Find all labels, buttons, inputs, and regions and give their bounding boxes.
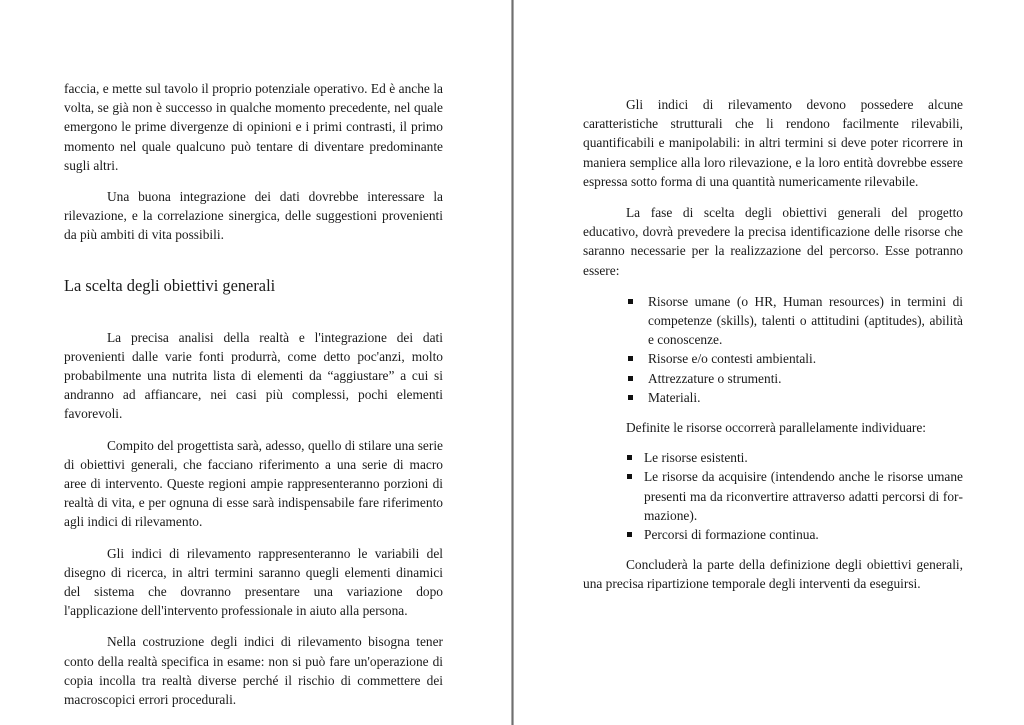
list-item	[644, 467, 963, 525]
paragraph: Nella costruzione degli indici di rilevamento bisogna tener conto della realtà specifica in esame: non si può fare un'operazione di copia incolla tra realtà diverse perché il rischio di commettere dei macroscopici errori procedurali.	[64, 634, 443, 708]
list-item	[644, 525, 963, 544]
paragraph: La fase di scelta degli obiettivi generali del progetto educativo, dovrà prevedere la precisa identificazione delle risorse che saranno necessarie per la realizzazione del percorso. Esse potranno essere:	[583, 205, 963, 278]
list-item	[648, 349, 963, 368]
list-item	[648, 369, 963, 388]
right-page-text	[583, 95, 963, 606]
list-item-text: Le risorse esistenti.	[644, 450, 748, 466]
list-item-text: Le risorse da acquisire (intendendo anche le risorse umane presenti ma da riconvertire attraverso adatti percorsi di formazione).	[644, 469, 963, 523]
list-item	[648, 388, 963, 407]
list-item-text: Risorse e/o contesti ambientali.	[648, 351, 817, 367]
left-page	[0, 0, 511, 725]
right-page	[514, 0, 1024, 725]
paragraph: Una buona integrazione dei dati dovrebbe interessare la rilevazione, e la correlazione sinergica, delle suggestioni provenienti da più ambiti di vita possibili.	[64, 189, 443, 243]
resources-list	[583, 292, 963, 407]
square-bullet-icon	[628, 299, 633, 304]
paragraph: Compito del progettista sarà, adesso, quello di stilare una serie di obiettivi generali, che facciano riferimento a una serie di macro aree di intervento. Queste regioni ampie rappresenteranno porzioni di realtà di vita, e per ognuna di esse sarà indispensabile fare riferimento agli indici di rilevamento.	[64, 437, 443, 530]
list-intro: Definite le risorse occorrerà parallelamente individuare:	[626, 420, 927, 436]
list-item	[644, 448, 963, 467]
closing-paragraph: Concluderà la parte della definizione degli obiettivi generali, una precisa ripartizione temporale degli interventi da eseguirsi.	[583, 557, 963, 592]
list-item-text: Percorsi di formazione continua.	[644, 527, 819, 543]
section-heading: La scelta degli obiettivi generali	[64, 275, 276, 295]
list-item-text: Materiali.	[648, 389, 701, 405]
square-bullet-icon	[628, 356, 633, 361]
square-bullet-icon	[627, 532, 632, 537]
paragraph: La precisa analisi della realtà e l'integrazione dei dati provenienti dalle varie fonti produrrà, come detto poc'anzi, molto probabilmente una nutrita lista di elementi da “aggiustare” a cui si andranno ad affiancare, nei casi più complessi, pochi elementi favorevoli.	[64, 329, 443, 422]
left-page-text	[64, 79, 443, 721]
square-bullet-icon	[628, 395, 633, 400]
list-item-text: Attrezzature o strumenti.	[648, 370, 782, 386]
paragraph-continued: faccia, e mette sul tavolo il proprio potenziale operativo. Ed è anche la volta, se già non è successo in qualche momento precedente, nel quale emergono le prime divergenze di opinioni e i primi contrasti, il primo momento nel quale qualcuno può tentare di diventare predominante sugli altri.	[64, 81, 443, 173]
paragraph: Gli indici di rilevamento rappresenteranno le variabili del disegno di ricerca, in altri termini saranno quegli elementi dinamici del sistema che dovranno presentare una variazione dopo l'applicazione dell'intervento professionale in aiuto alla persona.	[64, 545, 443, 619]
list-item	[648, 292, 963, 350]
square-bullet-icon	[627, 455, 632, 460]
square-bullet-icon	[627, 474, 632, 479]
definite-list	[583, 448, 963, 544]
square-bullet-icon	[628, 376, 633, 381]
paragraph: Gli indici di rilevamento devono possedere alcune caratteristiche strutturali che li rendono facilmente rilevabili, quantificabili e manipolabili: in altri termini si deve poter ricorrere in maniera semplice alla loro rilevazione, e la loro entità dovrebbe essere espressa sotto forma di una quantità numericamente rilevabile.	[583, 97, 963, 189]
list-item-text: Risorse umane (o HR, Human resources) in termini di competenze (skills), talenti o attitudini (aptitudes), abilità e conoscenze.	[648, 293, 963, 348]
